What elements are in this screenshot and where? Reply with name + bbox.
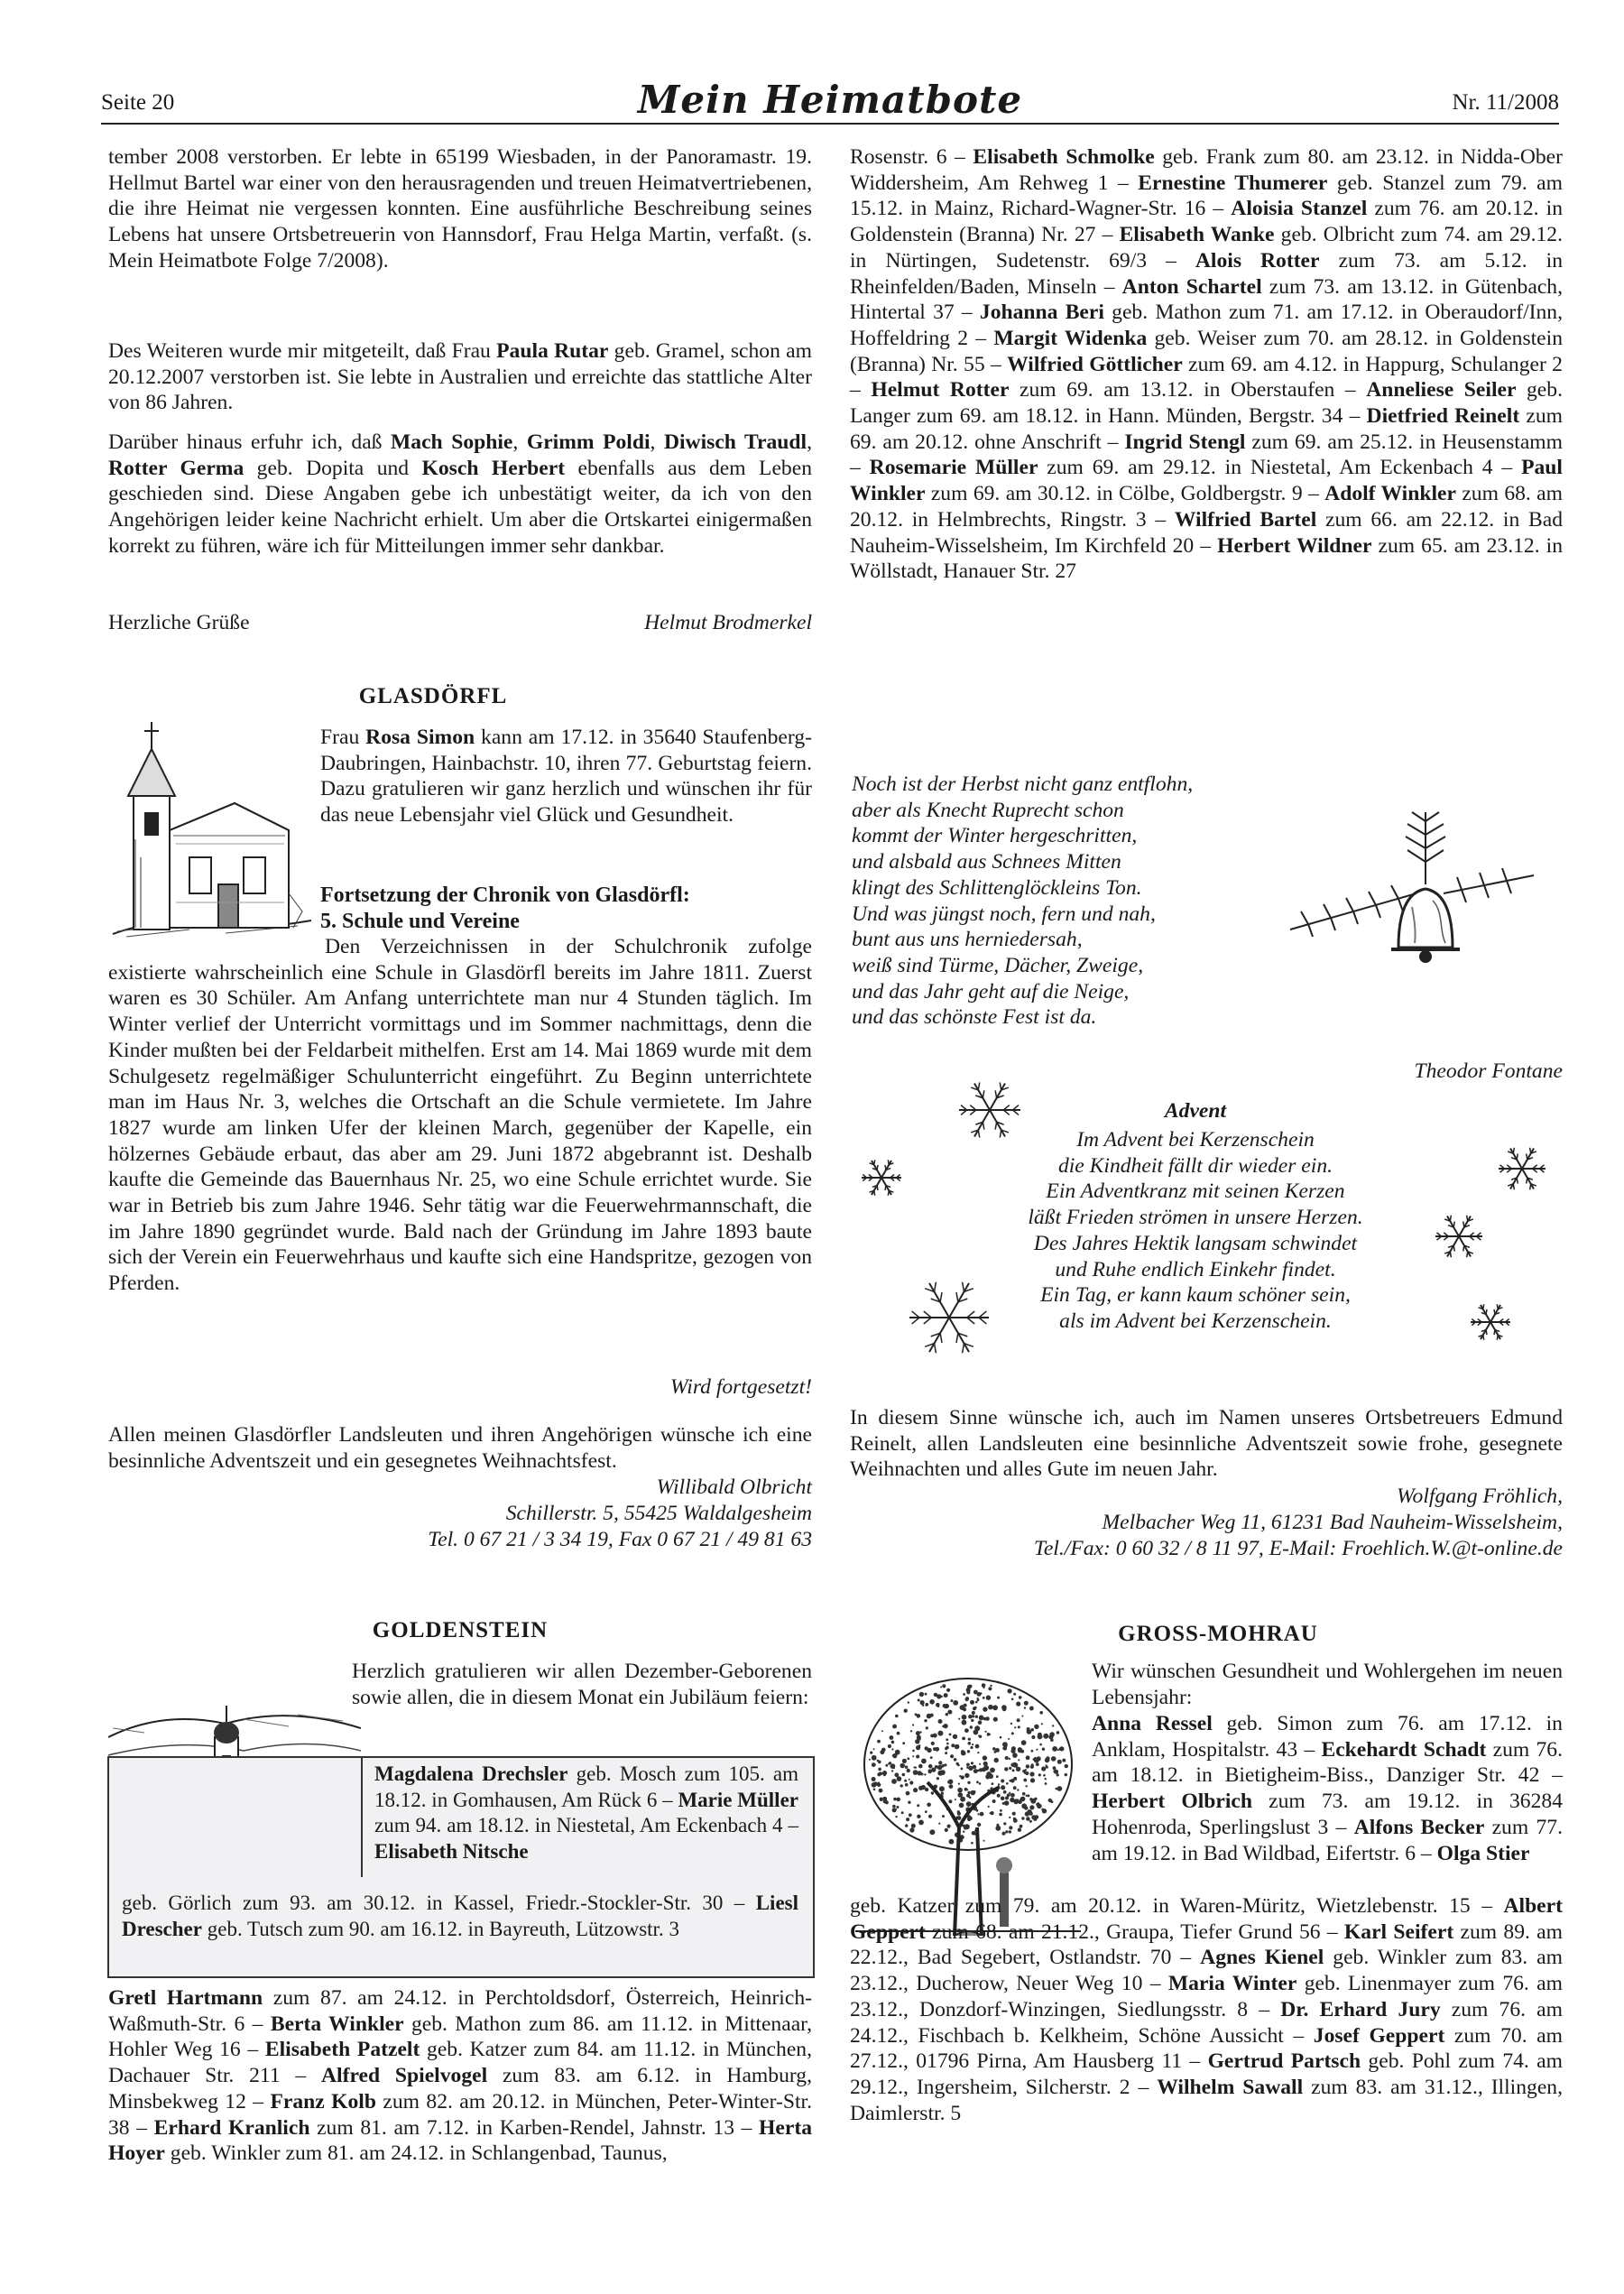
glasdorfl-sig-address: Schillerstr. 5, 55425 Waldalgesheim <box>505 1502 812 1525</box>
jubilee-box-text-bottom: geb. Görlich zum 93. am 30.12. in Kassel, Friedr.-Stockler-Str. 30 – Liesl Drescher geb. Tutsch zum 90. am 16.12. in Bayreuth, Lützowstr. 3 <box>122 1892 798 1940</box>
snowflake-icon <box>1499 1148 1546 1190</box>
glasdorfl-closing: Allen meinen Glasdörfler Landsleuten und ihren Angehörigen wünsche ich eine besinnliche Adventszeit und ein gesegnetes Weihnachtsfest. <box>108 1423 812 1473</box>
heading-glasdorfl: GLASDÖRFL <box>358 684 508 708</box>
glasdorfl-sig-phone: Tel. 0 67 21 / 3 34 19, Fax 0 67 21 / 49 81 63 <box>428 1528 812 1551</box>
paragraph-rosa-simon: Frau Rosa Simon kann am 17.12. in 35640 Staufenberg-Daubringen, Hainbachstr. 10, ihren 77. Geburtstag feiern. Dazu gratulieren wir ganz herzlich und wünschen ihr für das neue Lebensjahr viel Glück und Gesundheit. <box>320 726 812 828</box>
wish-sig-contact: Tel./Fax: 0 60 32 / 8 11 97, E-Mail: Froehlich.W.@t-online.de <box>1033 1537 1563 1560</box>
greeting: Herzliche Grüße <box>108 611 250 634</box>
heading-goldenstein: GOLDENSTEIN <box>372 1618 549 1642</box>
snowflake-icon <box>1471 1304 1510 1339</box>
intro-paragraph: tember 2008 verstorben. Er lebte in 65199 Wiesbaden, in der Panoramastr. 19. Hellmut Bartel war einer von den herausragenden und treuen Heimatvertriebenen, die ihre Heimat nie vergessen konnten. Eine ausführliche Beschreibung seines Lebens hat unsere Ortsbetreuerin von Hannsdorf, Frau Helga Martin, verfaßt. (s. Mein Heimatbote Folge 7/2008). <box>108 145 812 273</box>
poem-winter: Noch ist der Herbst nicht ganz entflohn, aber als Knecht Ruprecht schon kommt der Winter hergeschritten, und alsbald aus Schnees Mitten klingt des Schlittenglöckleins Ton. Und was jüngst noch, fern und nah, bunt aus uns herniedersah, weiß sind Türme, Dächer, Zweige, und das Jahr geht auf die Neige, und das schönste Fest ist da. <box>852 772 1194 1030</box>
heading-gross-mohrau: GROSS-MOHRAU <box>1118 1622 1318 1646</box>
snowflake-icon <box>862 1160 901 1195</box>
poem-advent: Im Advent bei Kerzenschein die Kindheit fällt dir wieder ein. Ein Adventkranz mit seinen Kerzen läßt Frieden strömen in unsere Herzen. Des Jahres Hektik langsam schwindet und Ruhe endlich Einkehr findet. Ein Tag, er kann kaum schöner sein, als im Advent bei Kerzenschein. <box>1028 1128 1363 1333</box>
paragraph-deceased: Darüber hinaus erfuhr ich, daß Mach Sophie, Grimm Poldi, Diwisch Traudl, Rotter Germa geb. Dopita und Kosch Herbert ebenfalls aus dem Leben geschieden sind. Diese Angaben gebe ich unbestätigt weiter, da ich von den Angehörigen leider keine Nachricht erhielt. Um aber die Ortskartei einigermaßen korrekt zu führen, wäre ich für Mitteilungen immer sehr dankbar. <box>108 430 812 558</box>
page-header <box>101 78 1559 125</box>
continued-note: Wird fortgesetzt! <box>669 1375 812 1399</box>
wish-sig-name: Wolfgang Fröhlich, <box>1397 1485 1563 1508</box>
paragraph-rutar: Des Weiteren wurde mir mitgeteilt, daß Frau Paula Rutar geb. Gramel, schon am 20.12.2007 verstorben ist. Sie lebte in Australien und erreichte das stattliche Alter von 86 Jahren. <box>108 339 812 415</box>
wish-sig-address: Melbacher Weg 11, 61231 Bad Nauheim-Wisselsheim, <box>1102 1511 1563 1534</box>
glasdorfl-sig-name: Willibald Olbricht <box>656 1475 812 1499</box>
goldenstein-birthday-list: Gretl Hartmann zum 87. am 24.12. in Perchtoldsdorf, Österreich, Heinrich-Waßmuth-Str. 6 – Berta Winkler geb. Mathon zum 86. am 11.12. in Mittenaar, Hohler Weg 16 – Elisabeth Patzelt geb. Katzer zum 84. am 11.12. in München, Dachauer Str. 211 – Alfred Spielvogel zum 83. am 6.12. in Hamburg, Minsbekweg 12 – Franz Kolb zum 82. am 20.12. in München, Peter-Winter-Str. 38 – Erhard Kranlich zum 81. am 7.12. in Karben-Rendel, Jahnstr. 13 – Herta Hoyer geb. Winkler zum 81. am 24.12. in Schlangenbad, Taunus, <box>108 1986 813 2166</box>
jubilee-box-text-top: Magdalena Drechsler geb. Mosch zum 105. am 18.12. in Gomhausen, Am Rück 6 – Marie Müller zum 94. am 18.12. in Niestetal, Am Eckenbach 4 – Elisabeth Nitsche <box>374 1762 798 1864</box>
greeting-line <box>108 610 812 636</box>
greeting-signature: Helmut Brodmerkel <box>644 611 812 634</box>
chronik-title: Fortsetzung der Chronik von Glasdörfl: 5. Schule und Vereine <box>320 883 690 933</box>
masthead-logo: Mein Heimatbote <box>637 78 1023 122</box>
goldenstein-intro: Herzlich gratulieren wir allen Dezember-Geborenen sowie allen, die in diesem Monat ein Jubiläum feiern: <box>352 1660 812 1709</box>
christmas-bell-illustration <box>1281 794 1543 975</box>
header-rule <box>101 123 1559 125</box>
poem-advent-title: Advent <box>1164 1099 1227 1123</box>
gross-mohrau-list-bottom: geb. Katzer zum 79. am 20.12. in Waren-Müritz, Wietzlebenstr. 15 – Albert Geppert zum 68. am 21.12., Graupa, Tiefer Grund 56 – Karl Seifert zum 89. am 22.12., Bad Segebert, Ostlandstr. 70 – Agnes Kienel geb. Winkler zum 83. am 23.12., Ducherow, Neuer Weg 10 – Maria Winter geb. Linenmayer zum 76. am 23.12., Donzdorf-Winzingen, Siedlungsstr. 8 – Dr. Erhard Jury zum 76. am 24.12., Fischbach b. Kelkheim, Schöne Aussicht – Josef Geppert zum 70. am 27.12., 01796 Pirna, Am Hausberg 11 – Gertrud Partsch geb. Pohl zum 74. am 29.12., Ingersheim, Silcherstr. 2 – Wilhelm Sawall zum 83. am 31.12., Illingen, Daimlerstr. 5 <box>850 1894 1564 2125</box>
wish-text: In diesem Sinne wünsche ich, auch im Namen unseres Ortsbetreuers Edmund Reinelt, allen Landsleuten eine besinnliche Adventszeit sowie frohe, gesegnete Weihnachten und alles Gute im neuen Jahr. <box>850 1406 1563 1482</box>
chapel-illustration <box>108 722 316 939</box>
issue-number: Nr. 11/2008 <box>1452 90 1559 115</box>
poem-author: Theodor Fontane <box>1414 1059 1563 1083</box>
chronik-text: Den Verzeichnissen in der Schulchronik zufolge existierte wahrscheinlich eine Schule in Glasdörfl bereits im Jahre 1811. Zuerst waren es 30 Schüler. Am Anfang unterrichtete man nur 4 Stunden täglich. Im Winter verlief der Unterricht vormittags und im Sommer nachmittags, denn die Kinder mußten bei der Feldarbeit mithelfen. Erst am 14. Mai 1869 wurde mit dem Schulgesetz regelmäßiger Schulunterricht eingeführt. Zu Beginn unterrichtete man im Haus Nr. 3, welches die Ortschaft an die Schule vermietete. Im Jahre 1827 wurde am linken Ufer der kleinen March, gegenüber der Kapelle, ein hölzernes Gebäude erbaut, das aber am 29. Juni 1872 abgebrannt ist. Deshalb kaufte die Gemeinde das Bauernhaus Nr. 25, wo eine Schule errichtet wurde. Sie war in Betrieb bis zum Jahre 1946. Sehr tätig war die Feuerwehrmannschaft, die im Jahre 1890 gegründet wurde. Bald nach der Gründung im Jahre 1893 baute sich der Verein ein Feuerwehrhaus und kaufte sich eine Handspritze, gezogen von Pferden. <box>108 935 812 1296</box>
gross-mohrau-list-top: Anna Ressel geb. Simon zum 76. am 17.12. in Anklam, Hospitalstr. 43 – Eckehardt Schadt zum 76. am 18.12. in Bietigheim-Biss., Danziger Str. 42 – Herbert Olbrich zum 73. am 19.12. in 36284 Hohenroda, Sperlingslust 3 – Alfons Becker zum 77. am 19.12. in Bad Wildbad, Eifertstr. 6 – Olga Stier <box>1092 1712 1563 1865</box>
goldenstein-list-continued: Rosenstr. 6 – Elisabeth Schmolke geb. Frank zum 80. am 23.12. in Nidda-Ober Widdersheim, Am Rehweg 1 – Ernestine Thumerer geb. Stanzel zum 79. am 15.12. in Mainz, Richard-Wagner-Str. 16 – Aloisia Stanzel zum 76. am 20.12. in Goldenstein (Branna) Nr. 27 – Elisabeth Wanke geb. Olbricht zum 74. am 29.12. in Nürtingen, Sudetenstr. 69/3 – Alois Rotter zum 73. am 5.12. in Rheinfelden/Baden, Minseln – Anton Schartel zum 73. am 13.12. in Gütenbach, Hintertal 37 – Johanna Beri geb. Mathon zum 71. am 17.12. in Oberaudorf/Inn, Hoffeldring 2 – Margit Widenka geb. Weiser zum 70. am 28.12. in Goldenstein (Branna) Nr. 55 – Wilfried Göttlicher zum 69. am 4.12. in Happurg, Schulanger 2 – Helmut Rotter zum 69. am 13.12. in Oberstaufen – Anneliese Seiler geb. Langer zum 69. am 18.12. in Hann. Münden, Bergstr. 34 – Dietfried Reinelt zum 69. am 20.12. ohne Anschrift – Ingrid Stengl zum 69. am 25.12. in Heusenstamm – Rosemarie Müller zum 69. am 29.12. in Niestetal, Am Eckenbach 4 – Paul Winkler zum 69. am 30.12. in Cölbe, Goldbergstr. 9 – Adolf Winkler zum 68. am 20.12. in Helmbrechts, Ringstr. 3 – Wilfried Bartel zum 66. am 22.12. in Bad Nauheim-Wisselsheim, Im Kirchfeld 20 – Herbert Wildner zum 65. am 23.12. in Wöllstadt, Hanauer Str. 27 <box>850 145 1564 584</box>
gross-mohrau-intro: Wir wünschen Gesundheit und Wohlergehen im neuen Lebensjahr: <box>1092 1660 1563 1709</box>
page-number: Seite 20 <box>101 90 175 115</box>
